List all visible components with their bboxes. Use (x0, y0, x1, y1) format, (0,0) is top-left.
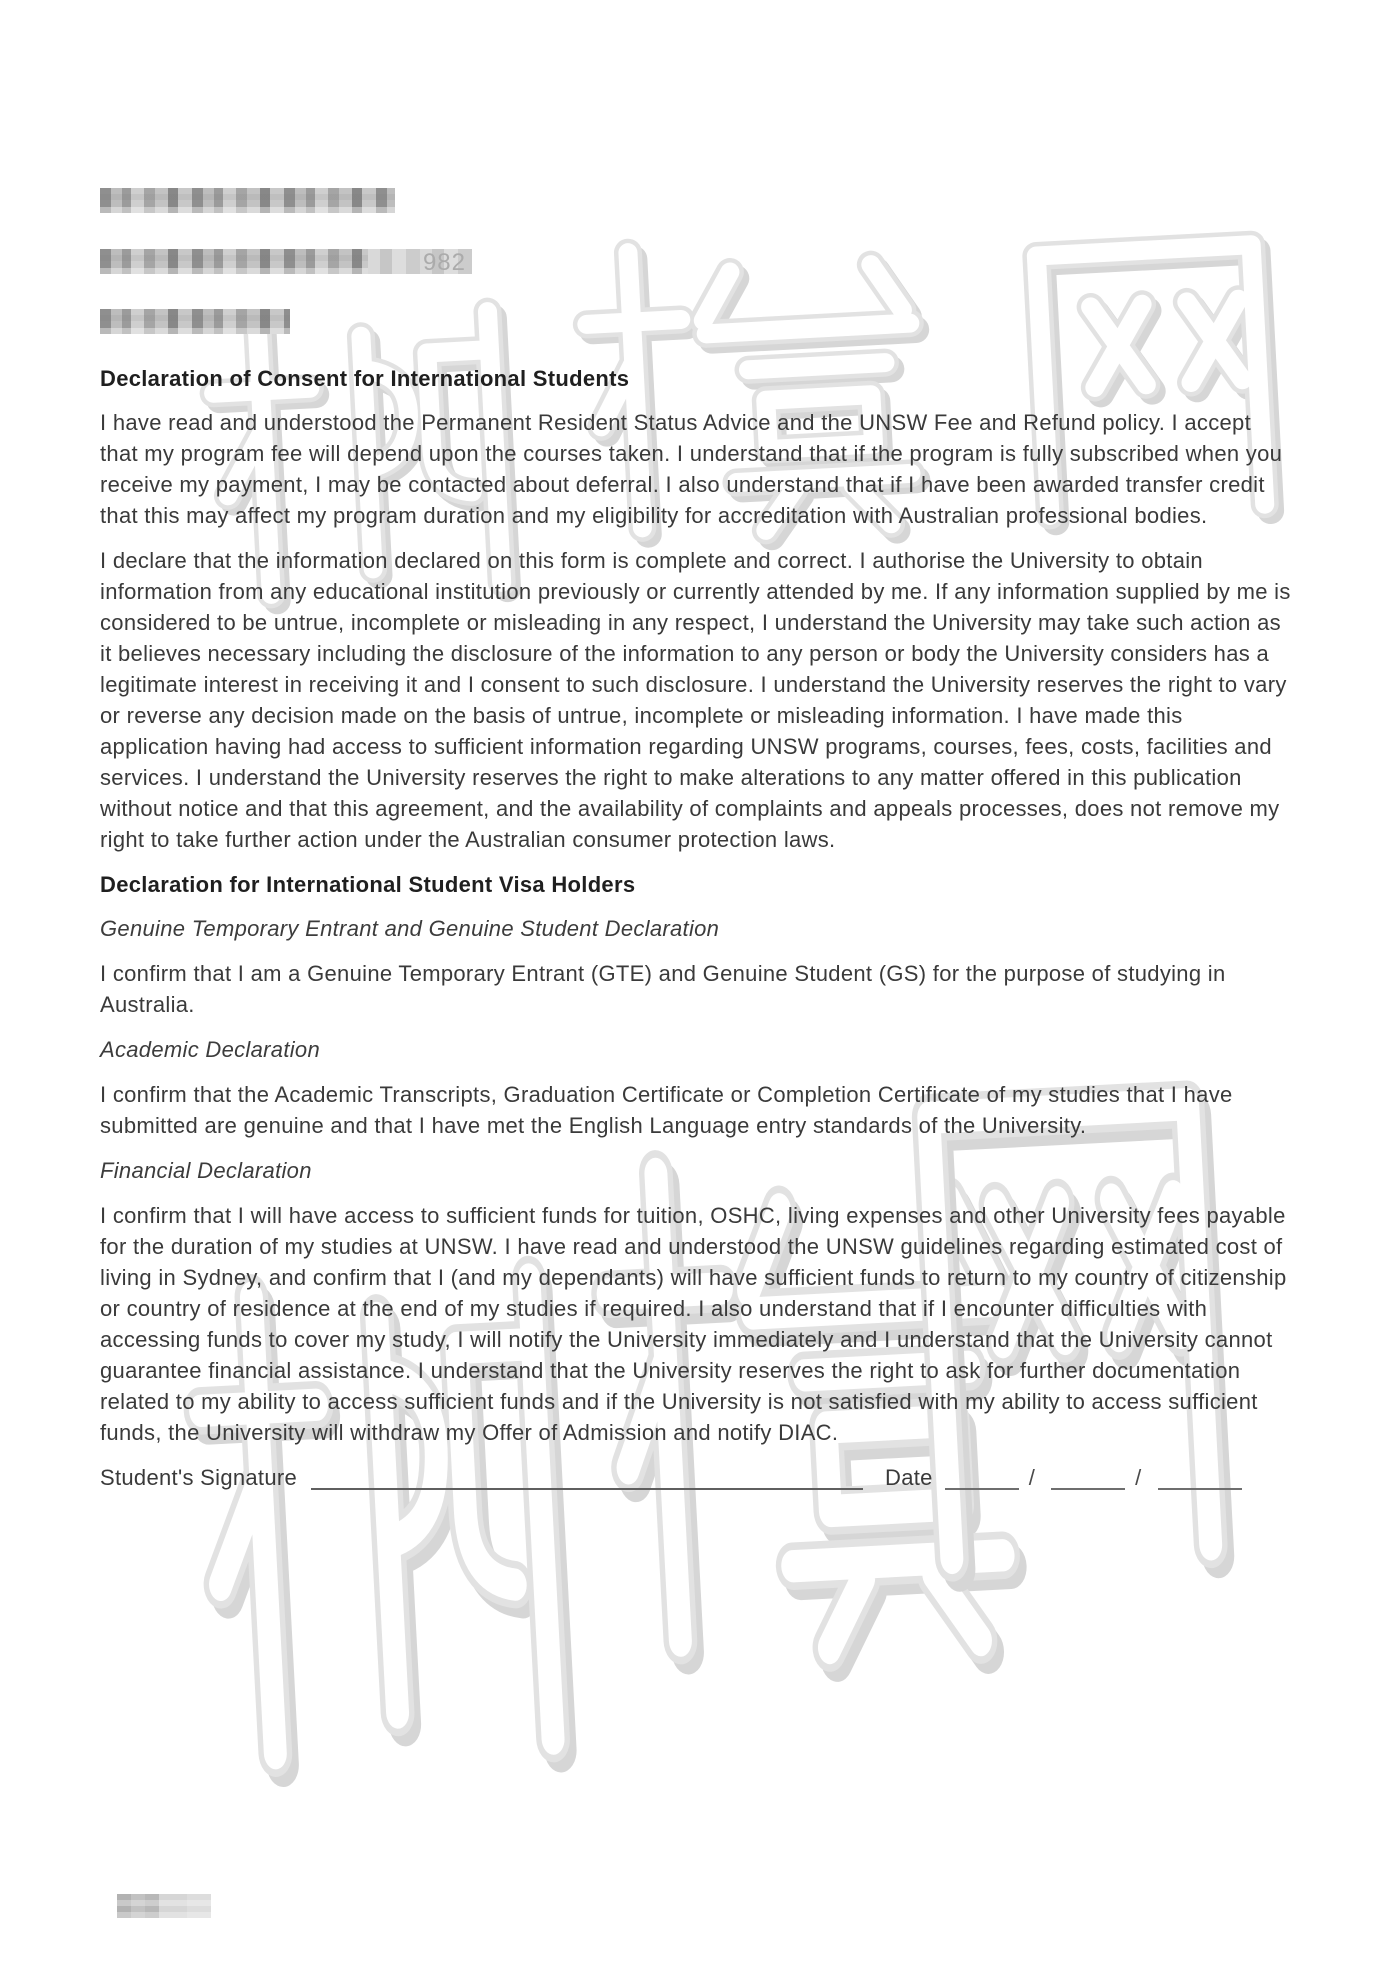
redacted-date-of-birth (100, 249, 472, 274)
academic-paragraph: I confirm that the Academic Transcripts, Graduation Certificate or Completion Certificate of my studies that I have submitted are genuine and that I have met the English Language entry standards of the University. (100, 1082, 1233, 1138)
redacted-student-id (100, 309, 290, 334)
date-year-blank (1158, 1466, 1242, 1490)
heading-consent-declaration: Declaration of Consent for International Students (100, 366, 630, 391)
date-label: Date (885, 1465, 933, 1490)
consent-paragraph-2: I declare that the information declared on this form is complete and correct. I authorise the University to obtain information from any educational institution previously or currently attended by me. If any information supplied by me is considered to be untrue, incomplete or misleading in any respect, I understand the University may take such action as it believes necessary including the disclosure of the information to any person or body the University considers has a legitimate interest in receiving it and I consent to such disclosure. I understand the University reserves the right to vary or reverse any decision made on the basis of untrue, incomplete or misleading information. I have made this application having had access to sufficient information regarding UNSW programs, courses, fees, costs, facilities and services. I understand the University reserves the right to make alterations to any matter offered in this publication without notice and that this agreement, and the availability of complaints and appeals processes, does not remove my right to take further action under the Australian consumer protection laws. (100, 548, 1291, 852)
signature-row (100, 1462, 1295, 1493)
redacted-ghost-text: 982 (422, 249, 466, 276)
subheading-academic-declaration: Academic Declaration (100, 1037, 320, 1062)
signature-label: Student's Signature (100, 1465, 298, 1490)
date-separator: / (1028, 1465, 1036, 1490)
subheading-gte-declaration: Genuine Temporary Entrant and Genuine Student Declaration (100, 916, 720, 941)
redacted-student-name (100, 188, 395, 213)
date-separator: / (1135, 1465, 1142, 1490)
gte-paragraph: I confirm that I am a Genuine Temporary Entrant (GTE) and Genuine Student (GS) for the purpose of studying in Australia. (100, 961, 1226, 1017)
date-day-blank (945, 1466, 1019, 1490)
signature-blank-line (311, 1466, 863, 1490)
document-content (100, 188, 1295, 1493)
date-month-blank (1051, 1466, 1125, 1490)
consent-paragraph-1: I have read and understood the Permanent Resident Status Advice and the UNSW Fee and Refund policy. I accept that my program fee will depend upon the courses taken. I understand that if the program is fully subscribed when you receive my payment, I may be contacted about deferral. I also understand that if I have been awarded transfer credit that this may affect my program duration and my eligibility for accreditation with Australian professional bodies. (100, 410, 1283, 528)
financial-paragraph: I confirm that I will have access to sufficient funds for tuition, OSHC, living expenses and other University fees payable for the duration of my studies at UNSW. I have read and understood the UNSW guidelines regarding estimated cost of living in Sydney, and confirm that I (and my dependants) will have sufficient funds to return to my country of citizenship or country of residence at the end of my studies if required. I also understand that if I encounter difficulties with accessing funds to cover my study, I will notify the University immediately and I understand that the University cannot guarantee financial assistance. I understand that the University reserves the right to ask for further documentation related to my ability to access sufficient funds and if the University is not satisfied with my ability to access sufficient funds, the University will withdraw my Offer of Admission and notify DIAC. (100, 1203, 1287, 1445)
redacted-footer (117, 1894, 211, 1918)
heading-visa-declaration: Declaration for International Student Visa Holders (100, 872, 636, 897)
subheading-financial-declaration: Financial Declaration (100, 1158, 312, 1183)
